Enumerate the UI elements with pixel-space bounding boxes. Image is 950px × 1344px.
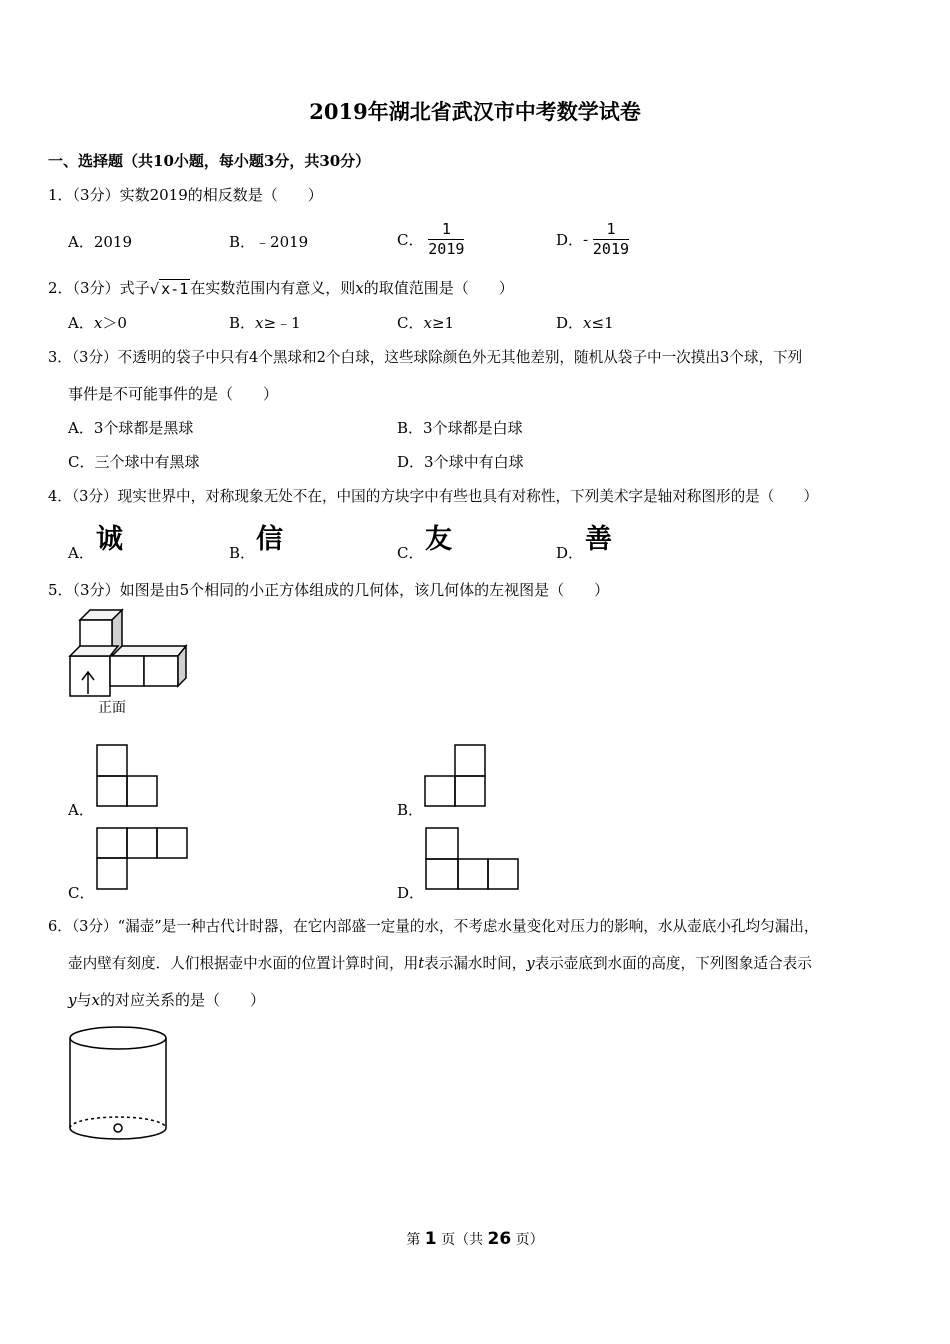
- q2-b-label: B．: [229, 314, 256, 332]
- q1-option-d-label: D．: [556, 231, 584, 249]
- q2-a-label: A．: [68, 314, 94, 332]
- q2-mid: 在实数范围内有意义，则: [190, 279, 356, 297]
- q6-var-t: t: [418, 955, 425, 972]
- q2-d-label: D．: [556, 314, 584, 332]
- section-heading: 一、选择题（共10小题，每小题3分，共30分）: [48, 152, 371, 170]
- q1-option-b[interactable]: B．﹣2019: [229, 233, 309, 251]
- q4-option-d-character: 善: [585, 524, 612, 555]
- footer-pre: 第: [406, 1232, 421, 1248]
- q2-option-c[interactable]: [397, 312, 454, 333]
- q3-option-a[interactable]: A．3个球都是黑球: [68, 419, 194, 437]
- question-6-line-2: [68, 952, 812, 973]
- q2-b-rest: ≥﹣1: [263, 314, 301, 332]
- footer-post: 页）: [515, 1232, 544, 1248]
- q3-option-b[interactable]: B．3个球都是白球: [397, 419, 523, 437]
- q1-option-c[interactable]: [397, 221, 464, 258]
- q5-option-d-view: [424, 827, 522, 891]
- q4-option-c-character: 友: [425, 524, 452, 555]
- q5-option-c[interactable]: C．: [68, 884, 95, 902]
- question-2-stem: [48, 277, 514, 298]
- q4-option-d-label[interactable]: D．: [556, 544, 584, 562]
- q6-line2-a: 壶内壁有刻度．人们根据壶中水面的位置计算时间，用: [68, 955, 419, 972]
- q6-line3-var-y: y: [68, 991, 77, 1009]
- q6-line3-b: 的对应关系的是（ ）: [99, 991, 265, 1009]
- fraction-denominator: 2019: [428, 240, 465, 258]
- sqrt-radicand: x-1: [161, 280, 189, 298]
- fraction-numerator: 1: [606, 220, 616, 238]
- q2-option-a[interactable]: [68, 312, 127, 333]
- q6-line3-a: 与: [76, 991, 92, 1009]
- q3-option-c[interactable]: C．三个球中有黑球: [68, 453, 200, 471]
- q2-prefix: 2．（3分）式子: [48, 279, 150, 297]
- q6-line3-var-x: x: [91, 991, 100, 1009]
- fraction-numerator: 1: [441, 220, 451, 238]
- q1-option-c-label: C．: [397, 231, 424, 249]
- q5-option-a-view: [95, 744, 161, 808]
- question-6-line-1: 6．（3分）“漏壶”是一种古代计时器，在它内部盛一定量的水，不考虑水量变化对压力的影响，水从壶底小孔均匀漏出，: [48, 918, 819, 935]
- q2-d-var: x: [583, 314, 592, 332]
- question-3-line-1: 3．（3分）不透明的袋子中只有4个黑球和2个白球，这些球除颜色外无其他差别，随机从袋子中一次摸出3个球，下列: [48, 349, 803, 366]
- fraction-denominator: 2019: [592, 240, 630, 258]
- cube-solid-figure: [66, 608, 196, 720]
- water-clock-cylinder: [64, 1024, 174, 1146]
- q1-option-c-fraction: [428, 221, 464, 258]
- q1-option-d-sign: -: [583, 230, 589, 249]
- q2-option-d[interactable]: [556, 312, 614, 333]
- q4-option-a-character: 诚: [96, 524, 123, 555]
- footer-page-number: 1: [424, 1229, 437, 1249]
- q1-option-a[interactable]: A．2019: [68, 233, 133, 251]
- page-title: 2019年湖北省武汉市中考数学试卷: [309, 99, 641, 124]
- q3-option-d[interactable]: D．3个球中有白球: [397, 453, 524, 471]
- q5-option-b[interactable]: B．: [397, 801, 424, 819]
- question-4-stem: 4．（3分）现实世界中，对称现象无处不在，中国的方块字中有些也具有对称性，下列美术字是轴对称图形的是（ ）: [48, 488, 819, 505]
- q2-a-rest: ＞0: [102, 314, 127, 332]
- front-label: 正面: [98, 700, 126, 716]
- question-6-line-3: [68, 989, 265, 1010]
- q6-line2-b: 表示漏水时间，: [424, 955, 527, 972]
- footer-mid: 页（共: [441, 1232, 484, 1248]
- q2-suffix: 的取值范围是（ ）: [363, 279, 514, 297]
- q2-d-rest: ≤1: [591, 314, 614, 332]
- q5-option-d[interactable]: D．: [397, 884, 425, 902]
- question-3-line-2: 事件是不可能事件的是（ ）: [68, 385, 279, 403]
- q2-c-var: x: [423, 314, 432, 332]
- question-5-stem: 5．（3分）如图是由5个相同的小正方体组成的几何体，该几何体的左视图是（ ）: [48, 581, 610, 599]
- q5-option-a[interactable]: A．: [68, 801, 94, 819]
- sqrt-symbol: √: [149, 280, 160, 298]
- q4-option-c-label[interactable]: C．: [397, 544, 424, 562]
- q4-option-b-label[interactable]: B．: [229, 544, 256, 562]
- q2-c-rest: ≥1: [431, 314, 455, 332]
- q2-b-var: x: [255, 314, 264, 332]
- q6-var-y: y: [526, 955, 535, 972]
- q2-variable: x: [355, 279, 364, 297]
- q5-option-b-view: [423, 744, 489, 808]
- q6-line2-c: 表示壶底到水面的高度，下列图象适合表示: [534, 955, 812, 972]
- q2-c-label: C．: [397, 314, 424, 332]
- q4-option-a-label[interactable]: A．: [68, 544, 94, 562]
- q2-option-b[interactable]: [229, 312, 301, 333]
- q1-option-d[interactable]: [556, 221, 629, 258]
- footer-total-pages: 26: [487, 1229, 512, 1249]
- page-footer: [0, 1229, 950, 1249]
- question-1-stem: 1．（3分）实数2019的相反数是（ ）: [48, 186, 323, 204]
- q1-option-d-fraction: [593, 221, 629, 258]
- q4-option-b-character: 信: [256, 524, 283, 555]
- q2-a-var: x: [93, 314, 103, 332]
- q5-option-c-view: [95, 827, 191, 891]
- sqrt-expression: [150, 280, 191, 298]
